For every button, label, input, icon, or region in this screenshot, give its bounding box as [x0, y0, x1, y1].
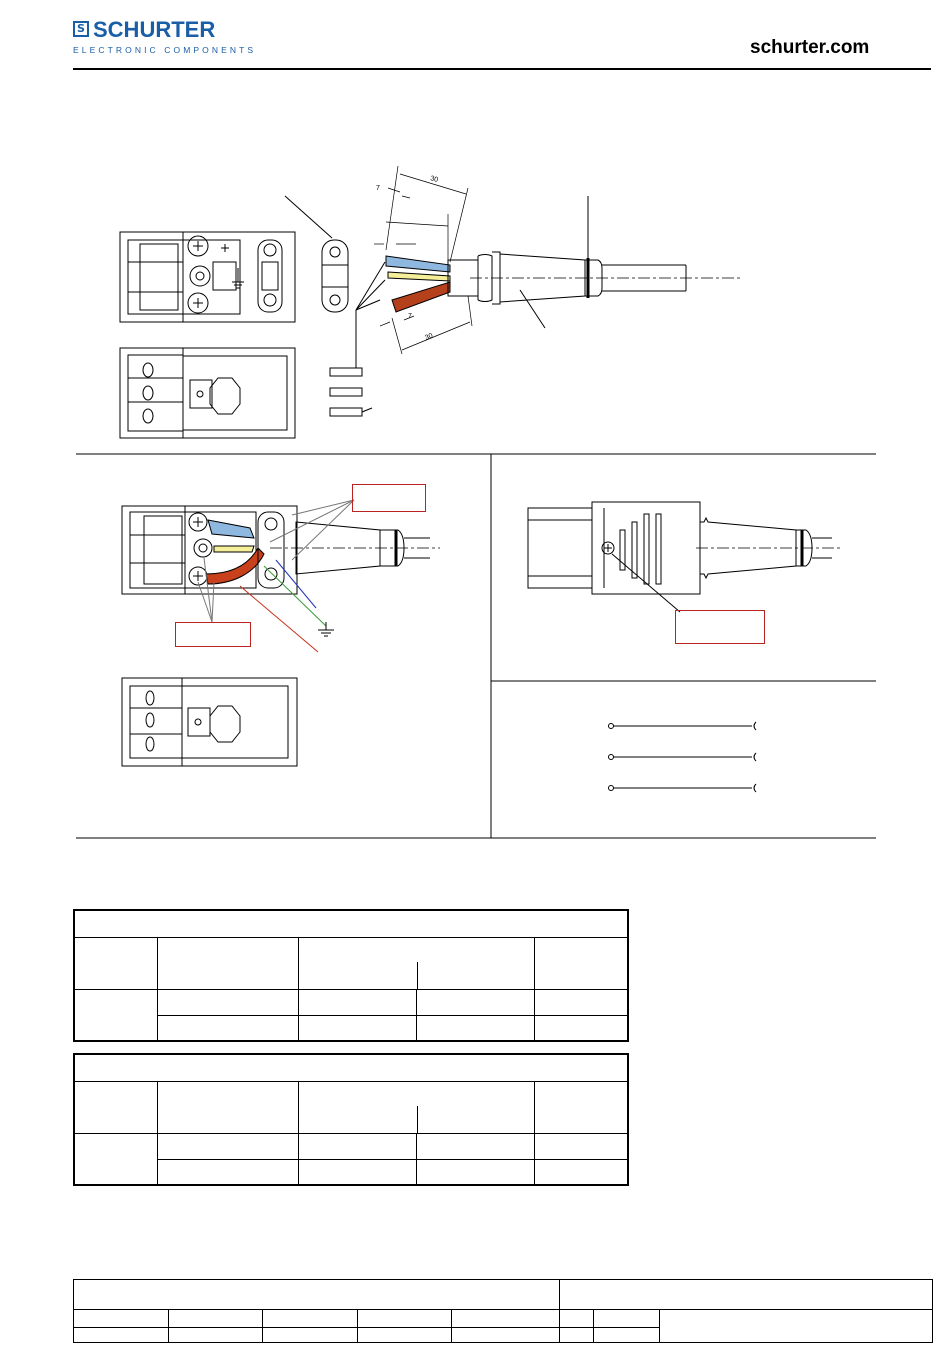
spec-table-2 — [73, 1053, 629, 1186]
table2-cell — [157, 1133, 298, 1159]
table1-cell — [157, 989, 298, 1015]
table2-row-label — [74, 1133, 157, 1185]
table2-title-cell — [74, 1054, 628, 1081]
footer-cell — [357, 1310, 452, 1328]
table2-header-b — [157, 1081, 298, 1133]
table1-cell — [535, 1015, 628, 1041]
wiring-schematic — [609, 722, 757, 792]
footer-cell — [74, 1328, 169, 1343]
logo-subtitle: ELECTRONIC COMPONENTS — [73, 45, 257, 55]
table1-cell — [416, 989, 535, 1015]
callout-box-housing-screw — [675, 610, 765, 644]
table1-header-b — [157, 937, 298, 989]
table2-cell — [535, 1133, 628, 1159]
table1-title-cell — [74, 910, 628, 937]
dim-bottom-7: 7 — [408, 313, 412, 320]
assembled-connector — [528, 502, 842, 612]
table1-cell — [157, 1015, 298, 1041]
connector-top-view — [120, 232, 295, 322]
footer-cell — [594, 1310, 660, 1328]
dim-top-30: 30 — [429, 175, 439, 184]
footer-doc-cell — [660, 1310, 933, 1343]
footer-title-block — [73, 1279, 933, 1343]
dim-top-7: 7 — [376, 185, 380, 192]
table2-header-c — [299, 1081, 535, 1133]
table2-header-a — [74, 1081, 157, 1133]
stripped-cable — [386, 196, 740, 328]
table2-cell — [299, 1133, 417, 1159]
table2-cell — [299, 1159, 417, 1185]
table2-cell — [157, 1159, 298, 1185]
table1-cell — [416, 1015, 535, 1041]
website-link[interactable]: schurter.com — [750, 37, 870, 58]
table1-header-d — [535, 937, 628, 989]
footer-cell — [357, 1328, 452, 1343]
table1-header-c — [299, 937, 535, 989]
footer-cell — [594, 1328, 660, 1343]
table1-header-a — [74, 937, 157, 989]
cable-clamp — [285, 196, 348, 312]
spec-table-1 — [73, 909, 629, 1042]
table1-cell — [535, 989, 628, 1015]
table2-cell — [416, 1159, 535, 1185]
logo-mark-icon: S — [73, 21, 89, 37]
callout-box-terminals — [175, 622, 251, 647]
footer-cell — [168, 1310, 263, 1328]
callout-box-screws — [352, 484, 426, 512]
footer-cell — [560, 1328, 594, 1343]
wired-connector-bottom — [122, 678, 297, 766]
dim-bottom-30: 30 — [424, 332, 434, 342]
logo-wordmark: SCHURTER — [93, 17, 216, 42]
table2-header-d — [535, 1081, 628, 1133]
table1-row-label — [74, 989, 157, 1041]
wired-connector-top — [122, 500, 440, 652]
table1-cell — [299, 1015, 417, 1041]
footer-cell — [560, 1310, 594, 1328]
footer-description-cell — [74, 1280, 560, 1310]
table1-cell — [299, 989, 417, 1015]
footer-cell — [452, 1328, 560, 1343]
footer-cell — [263, 1328, 358, 1343]
table2-cell — [535, 1159, 628, 1185]
table2-cell — [416, 1133, 535, 1159]
footer-cell — [168, 1328, 263, 1343]
footer-cell — [452, 1310, 560, 1328]
footer-cell — [74, 1310, 169, 1328]
footer-cell — [263, 1310, 358, 1328]
connector-bottom-view — [120, 348, 295, 438]
footer-info-cell — [560, 1280, 933, 1310]
